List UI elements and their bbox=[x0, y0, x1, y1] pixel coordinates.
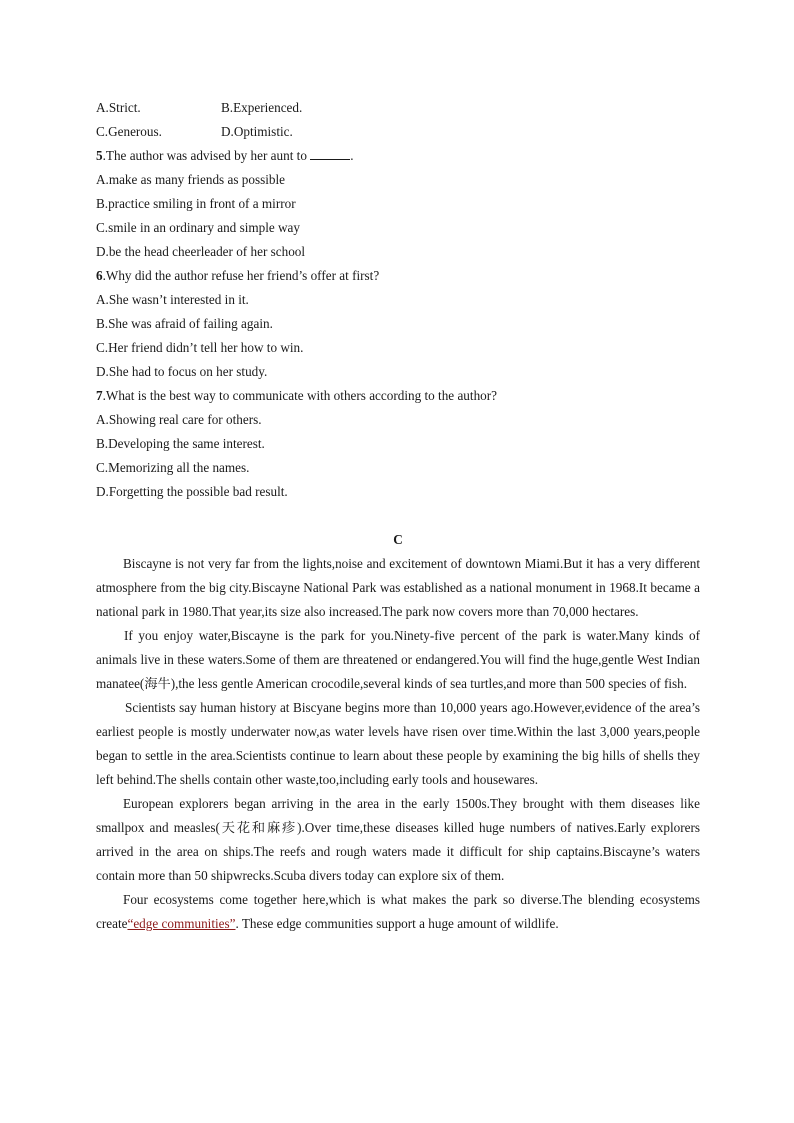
q6-option-d: D.She had to focus on her study. bbox=[96, 364, 268, 379]
q6-option-a: A.She wasn’t interested in it. bbox=[96, 292, 249, 307]
passage-paragraph-1: Biscayne is not very far from the lights,noise and excitement of downtown Miami.But it has a very different atmosphere from the big city.Biscayne National Park was established as a national monument in 1968.It became a national park in 1980.That year,its size also increased.The park now covers more than 70,000 hectares. bbox=[96, 556, 700, 619]
q5-option-a: A.make as many friends as possible bbox=[96, 172, 285, 187]
q5-option-d: D.be the head cheerleader of her school bbox=[96, 244, 306, 259]
q6-option-c: C.Her friend didn’t tell her how to win. bbox=[96, 340, 304, 355]
q4-options-row-1 bbox=[96, 96, 700, 120]
q5-option-b: B.practice smiling in front of a mirror bbox=[96, 196, 296, 211]
edge-communities-link[interactable]: “edge communities” bbox=[127, 916, 236, 931]
document-page bbox=[96, 96, 700, 936]
q6-stem-text: .Why did the author refuse her friend’s offer at first? bbox=[102, 268, 380, 283]
section-title-c: C bbox=[393, 532, 403, 547]
q6-stem bbox=[96, 264, 700, 288]
q7-stem-text: .What is the best way to communicate with others according to the author? bbox=[102, 388, 498, 403]
q7-stem bbox=[96, 384, 700, 408]
q5-number: 5 bbox=[96, 148, 103, 163]
q4-option-b: B.Experienced. bbox=[221, 100, 303, 115]
q5-option-c: C.smile in an ordinary and simple way bbox=[96, 220, 301, 235]
q4-option-a: A.Strict. bbox=[96, 100, 141, 115]
q7-option-c: C.Memorizing all the names. bbox=[96, 460, 250, 475]
passage-paragraph-3: Scientists say human history at Biscyane begins more than 10,000 years ago.However,evidence of the area’s earliest people is mostly underwater now,as water levels have risen over time.Within the last 3,000 years,people began to settle in the area.Scientists continue to learn about these people by examining the big hills of shells they left behind.The shells contain other waste,too,including early tools and housewares. bbox=[96, 700, 700, 787]
passage-paragraph-5 bbox=[96, 888, 700, 936]
q4-options-row-2 bbox=[96, 120, 700, 144]
q4-option-d: D.Optimistic. bbox=[221, 124, 293, 139]
q4-option-c: C.Generous. bbox=[96, 124, 162, 139]
q5-stem-end: . bbox=[350, 148, 354, 163]
q6-number: 6 bbox=[96, 268, 103, 283]
q5-stem-text: .The author was advised by her aunt to bbox=[102, 148, 307, 163]
q7-number: 7 bbox=[96, 388, 103, 403]
q7-option-a: A.Showing real care for others. bbox=[96, 412, 262, 427]
q7-option-b: B.Developing the same interest. bbox=[96, 436, 265, 451]
paragraph-5-text-after: . These edge communities support a huge amount of wildlife. bbox=[235, 916, 559, 931]
passage-paragraph-2: If you enjoy water,Biscayne is the park for you.Ninety-five percent of the park is water.Many kinds of animals live in these waters.Some of them are threatened or endangered.You will find the huge,gentle West Indian manatee(海牛),the less gentle American crocodile,several kinds of sea turtles,and more than 500 species of fish. bbox=[96, 628, 700, 691]
q7-option-d: D.Forgetting the possible bad result. bbox=[96, 484, 288, 499]
passage-paragraph-4: European explorers began arriving in the area in the early 1500s.They brought with them diseases like smallpox and measles(天花和麻疹).Over time,these diseases killed huge numbers of natives.Early explorers arrived in the area on ships.The reefs and rough waters made it difficult for ship captains.Biscayne’s waters contain more than 50 shipwrecks.Scuba divers today can explore six of them. bbox=[96, 796, 700, 883]
q6-option-b: B.She was afraid of failing again. bbox=[96, 316, 273, 331]
paragraph-5-text-before: Four ecosystems come together here,which is what makes the park so diverse.The blending ecosystems create bbox=[96, 892, 700, 931]
q5-stem bbox=[96, 144, 700, 168]
q5-answer-blank bbox=[310, 145, 350, 160]
